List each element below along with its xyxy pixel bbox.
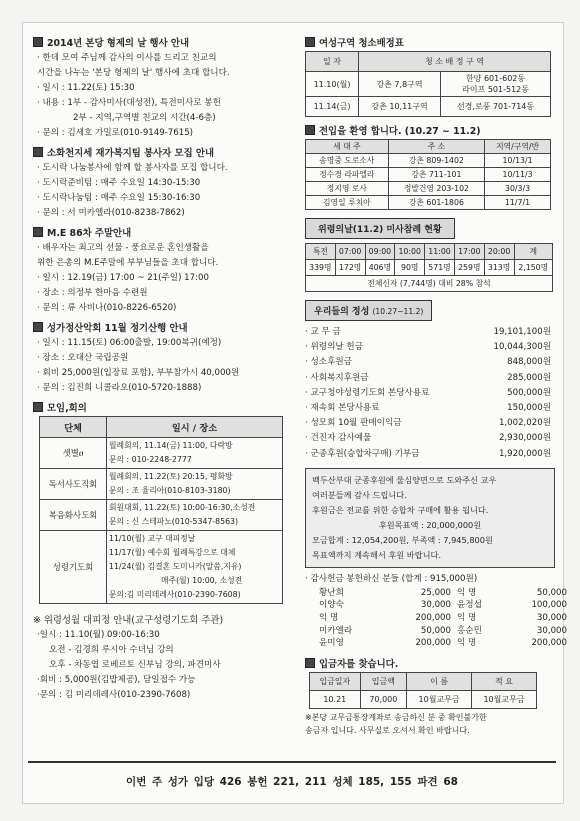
meeting-group-name: 성령기도회 [40, 531, 107, 604]
table-row: 10.21 70,000 10월교무금 10월교무금 [310, 690, 537, 708]
table-row: 김영일 루치아 강촌 601-1806 11/7/1 [306, 196, 551, 210]
cleaning-area-a: 강촌 7,8구역 [359, 72, 441, 97]
table-row: 정수경 라파엘라 강촌 711-101 10/11/3 [306, 168, 551, 182]
hiking-line: · 문의 : 김진희 니콜라오(010-5720-1888) [37, 383, 202, 393]
list-item: · 위령의날 헌금 10,044,300원 [305, 342, 551, 353]
newcomers-header: 지역/구역/반 [485, 140, 551, 154]
retreat-title: ※ 위령성월 대피정 안내(교구성령기도회 주관) [33, 615, 224, 626]
volunteer-line: · 문의 : 서 미카엘라(010-8238-7862) [37, 208, 185, 218]
hiking-line: · 회비 25,000원(입장료 포함), 부부참가시 40,000원 [37, 368, 240, 378]
square-bullet-icon [33, 147, 43, 157]
list-item: · 성소후원금 848,000원 [305, 357, 551, 368]
deposit-note-2: 송금자 입니다. 사무실로 오셔서 확인 바랍니다. [305, 725, 470, 735]
meeting-details: 월례회의, 11.14(금) 11:00, 다락방 문의 : 010-2248-2777 [107, 438, 283, 469]
meeting-group-name: 셋별ዐ [40, 438, 107, 469]
section-deposit-title: 입금자를 찾습니다. [305, 656, 555, 670]
list-item: · 교 무 금 19,101,100원 [305, 327, 551, 337]
thanks-grid: 황난희 25,000 익 명 50,000 이양숙 30,000 윤정섭 100,000 익 명 200,000 익 명 30,000 미카엘라 50,000 홍순민 30,000 윤미영 200,000 익 명 200,000 [319, 587, 567, 649]
cleaning-header-area: 청 소 배 정 구 역 [359, 52, 551, 72]
cleaning-area-a: 강촌 10,11구역 [359, 97, 441, 117]
newcomers-table [305, 139, 551, 210]
mass-counts-row: 339명 172명 406명 90명 571명 259명 313명 2,150명 [306, 260, 553, 276]
retreat-contact: ·문의 : 김 미리데레사(010-2390-7608) [37, 690, 191, 700]
section-meetings-title: 모임,회의 [33, 400, 291, 414]
mass-times-row: 특전 07:00 09:00 10:00 11:00 17:00 20:00 계 [306, 244, 553, 260]
meetings-header-group: 단체 [40, 417, 107, 438]
square-bullet-icon [305, 658, 315, 668]
section-brothers-day-title: 2014년 본당 형제의 날 행사 안내 [33, 35, 291, 49]
volunteer-line: · 도시락 나눔봉사에 함께 할 봉사자를 모집 합니다. [37, 163, 228, 173]
table-row [306, 72, 551, 97]
cleaning-date: 11.10(월) [306, 72, 359, 97]
donations-title: 우리들의 정성 (10.27~11.2) [305, 300, 432, 321]
square-bullet-icon [305, 37, 315, 47]
donations-list [305, 325, 555, 462]
deposit-note-1: ※본당 교무금통장계좌로 송금하신 분 중 확인불가한 [305, 712, 487, 722]
square-bullet-icon [33, 322, 43, 332]
volunteer-line: · 도시락나눔팀 : 매주 수요일 15:30-16:30 [37, 193, 201, 203]
me-weekend-line: · 문의 : 류 사비나(010-8226-6520) [37, 303, 177, 313]
table-row: 정지영 로사 정발건영 203-102 30/3/3 [306, 182, 551, 196]
brothers-day-date: · 일시 : 11.22(토) 15:30 [37, 83, 135, 93]
hiking-line: · 장소 : 오대산 국립공원 [37, 353, 129, 363]
list-item: · 사회복지후원금 285,000원 [305, 372, 551, 383]
newcomers-header: 주 소 [388, 140, 484, 154]
volunteer-line: · 도시락준비팀 : 매주 수요일 14:30-15:30 [37, 178, 201, 188]
meeting-details: 월례회의, 11.22(토) 20:15, 평화방 문의 : 조 율리아(010-8103-3180) [107, 469, 283, 500]
bulletin-page [22, 22, 567, 804]
brothers-day-text-1: · 한데 모여 주님께 감사의 이사를 드리고 친교의 [37, 53, 217, 63]
cleaning-date: 11.14(금) [306, 97, 359, 117]
meeting-group-name: 독서사도직회 [40, 469, 107, 500]
cleaning-header-date: 일 자 [306, 52, 359, 72]
section-hiking-title: 성가정산악회 11월 정기산행 안내 [33, 320, 291, 334]
retreat-morning: 오전 - 김경희 루시아 수녀님 강의 [49, 645, 174, 655]
thanks-title: · 감사헌금 봉헌하신 분들 (합계 : 915,000원) [305, 573, 478, 584]
retreat-fee: ·회비 : 5,000원(김밥제공), 담일접수 가능 [37, 675, 196, 685]
table-row [40, 531, 283, 604]
brothers-day-contact: · 문의 : 김세호 가밀로(010-9149-7615) [37, 128, 194, 138]
brothers-day-content-2: 2부 - 지역,구역별 친교의 시간(4-6층) [73, 113, 216, 123]
list-item: · 군종후원(승합차구매) 기부금 1,920,000원 [305, 448, 551, 459]
square-bullet-icon [33, 402, 43, 412]
meeting-group-name: 복음화사도회 [40, 500, 107, 531]
me-weekend-line: · 장소 : 의정부 한마음 수련원 [37, 288, 148, 298]
meetings-header-when: 일시 / 장소 [107, 417, 283, 438]
cleaning-area-b: 한양 601-602동 라이프 501-512동 [441, 72, 551, 97]
table-row [40, 500, 283, 531]
retreat-date: ·일시 : 11.10(월) 09:00-16:30 [37, 630, 160, 640]
hiking-line: · 일시 : 11.15(토) 06:00출발, 19:00복귀(예정) [37, 338, 222, 348]
me-weekend-line: · 일시 : 12.19(금) 17:00 ~ 21(주일) 17:00 [37, 273, 209, 283]
table-row [306, 97, 551, 117]
right-column [305, 31, 567, 737]
section-volunteer-title: 소화천지세 재가복지팀 봉사자 모집 안내 [33, 145, 291, 159]
mass-summary: 전체신자 (7,744명) 대비 28% 참석 [306, 276, 553, 292]
section-cleaning-title: 여성구역 청소배정표 [305, 35, 555, 49]
cleaning-area-b: 선경,로풍 701-714동 [441, 97, 551, 117]
mass-attendance-title: 위령의날(11.2) 미사참례 현황 [305, 218, 455, 239]
retreat-afternoon: 오후 - 차동엽 로베르토 신부님 강의, 파견미사 [49, 660, 221, 670]
table-row [40, 438, 283, 469]
hymns-footer: 이번 주 성가 입당 426 봉헌 221, 211 성체 185, 155 파견 68 [126, 776, 458, 788]
deposit-table: 입금일자 입금액 이 름 적 요 10.21 70,000 10월교무금 10월교무금 [309, 672, 537, 709]
meeting-details: 회원대회, 11.22(토) 10:00-16:30,소성전 문의 : 신 스테파노(010-5347-8563) [107, 500, 283, 531]
me-weekend-line: 위한 은총의 M.E주말에 부부님들을 초대 합니다. [37, 258, 219, 268]
section-me-weekend-title: M.E 86차 주말안내 [33, 225, 291, 239]
table-row: 송명중 도로소사 강촌 809-1402 10/13/1 [306, 154, 551, 168]
meetings-table [39, 416, 283, 604]
list-item: · 건진자 감사예물 2,930,000원 [305, 433, 551, 444]
brothers-day-text-2: 시간을 나누는 '본당 형제의 날' 행사에 초대 합니다. [37, 68, 230, 78]
list-item: · 교구청야성령기도회 본당사용료 500,000원 [305, 387, 551, 398]
footer-divider [28, 761, 556, 763]
square-bullet-icon [33, 227, 43, 237]
brothers-day-content-1: · 내용 : 1부 - 감사미사(대성전), 특전미사로 봉헌 [37, 98, 221, 108]
military-support-notice: 백두산부대 군종후원에 물심양면으로 도와주신 교우 여러분들께 감사 드립니다. 후원금은 전교를 위한 승합차 구매에 활용 됩니다. 후원목표액 : 20,000,000원 모금합계 : 12,054,200원, 부족액 : 7,945,800원 목표액까지 계속해서 후원 바랍니다. [305, 468, 555, 568]
cleaning-table [305, 51, 551, 117]
list-item: · 성모회 10월 판매이익금 1,002,020원 [305, 418, 551, 429]
mass-attendance-table [305, 243, 553, 292]
list-item: · 재속회 본당사용료 150,000원 [305, 403, 551, 414]
square-bullet-icon [305, 125, 315, 135]
me-weekend-line: · 배우자는 최고의 선물 - 풍요로운 혼인생활을 [37, 243, 209, 253]
newcomers-header: 세 대 주 [306, 140, 389, 154]
left-column [33, 31, 291, 703]
meeting-details: 11/10(월) 교구 대피정날 11/17(월) 예수회 월례특강으로 대체 11/24(월) 김결혼 도미니카(말씀,지유) 매주(월) 10:00, 소성전 문의:김 미리데레사(010-2390-7608) [107, 531, 283, 604]
section-newcomers-title: 전입을 환영 합니다. (10.27 ~ 11.2) [305, 123, 555, 137]
square-bullet-icon [33, 37, 43, 47]
table-row [40, 469, 283, 500]
